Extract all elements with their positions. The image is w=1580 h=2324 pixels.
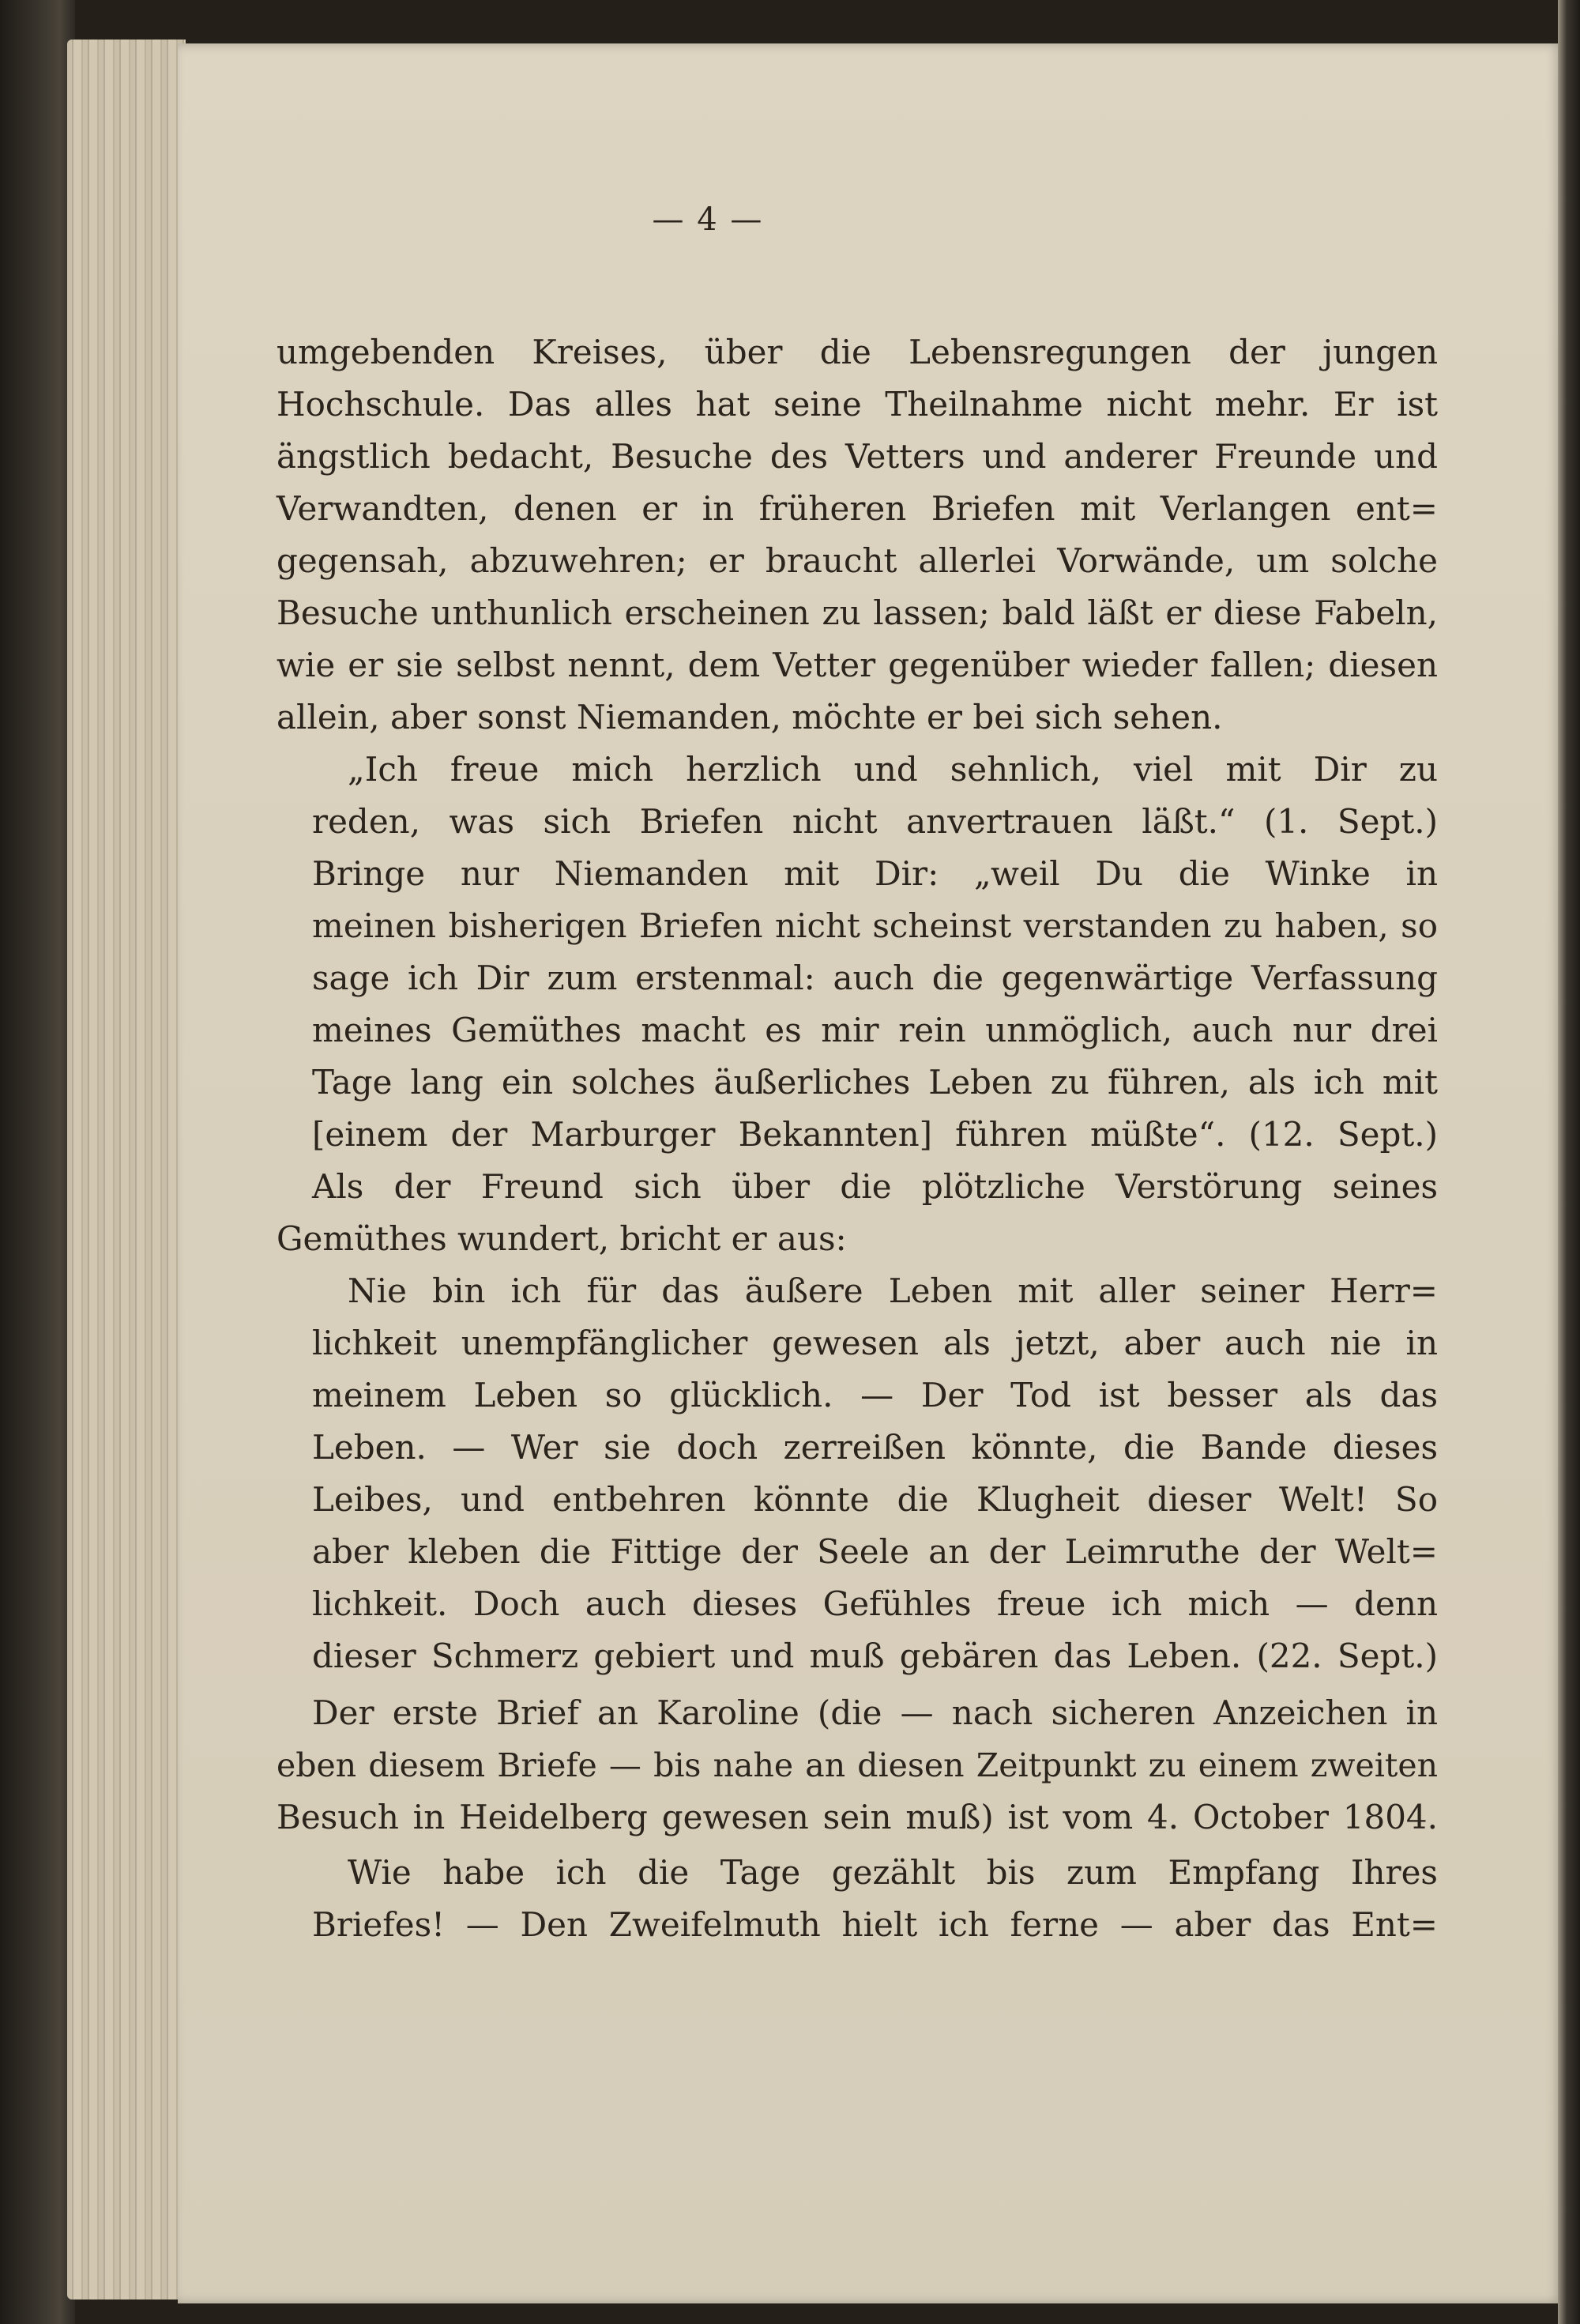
quote-line: meinen bisherigen Briefen nicht scheinst verstanden zu haben, so <box>312 906 1438 945</box>
page-stack-edges <box>67 40 186 2300</box>
text-line: gegensah, abzuwehren; er braucht allerlei Vorwände, um solche <box>276 541 1438 580</box>
text-line: ängstlich bedacht, Besuche des Vetters und anderer Freunde und <box>276 437 1438 476</box>
book-cover-edge-right <box>1558 0 1580 2324</box>
quote-line: reden, was sich Briefen nicht anvertrauen läßt.“ (1. Sept.) <box>312 802 1438 841</box>
quote-line: [einem der Marburger Bekannten] führen müßte“. (12. Sept.) <box>312 1115 1438 1154</box>
quote-line: lichkeit unempfänglicher gewesen als jetzt, aber auch nie in <box>312 1324 1438 1362</box>
text-line: eben diesem Briefe — bis nahe an diesen Zeitpunkt zu einem zweiten <box>276 1746 1438 1784</box>
text-line: wie er sie selbst nennt, dem Vetter gegenüber wieder fallen; diesen <box>276 646 1438 684</box>
quote-line: „Ich freue mich herzlich und sehnlich, viel mit Dir zu <box>348 750 1438 789</box>
quote-line: sage ich Dir zum erstenmal: auch die gegenwärtige Verfassung <box>312 959 1438 997</box>
text-line: Besuche unthunlich erscheinen zu lassen; bald läßt er diese Fabeln, <box>276 593 1438 632</box>
quote-line: aber kleben die Fittige der Seele an der Leimruthe der Welt= <box>312 1532 1438 1571</box>
quote-line: meinem Leben so glücklich. — Der Tod ist besser als das <box>312 1376 1438 1414</box>
text-line: Als der Freund sich über die plötzliche Verstörung seines <box>312 1167 1438 1206</box>
quote-line: Nie bin ich für das äußere Leben mit aller seiner Herr= <box>348 1271 1438 1310</box>
text-line: umgebenden Kreises, über die Lebensregungen der jungen <box>276 333 1438 371</box>
text-line: Gemüthes wundert, bricht er aus: <box>276 1219 847 1258</box>
text-line: Verwandten, denen er in früheren Briefen mit Verlangen ent= <box>276 489 1438 528</box>
page-number: — 4 — <box>652 202 764 238</box>
book-cover-edge-left <box>0 0 75 2324</box>
quote-line: Bringe nur Niemanden mit Dir: „weil Du die Winke in <box>312 854 1438 893</box>
quote-line: meines Gemüthes macht es mir rein unmöglich, auch nur drei <box>312 1011 1438 1049</box>
text-line: Der erste Brief an Karoline (die — nach sicheren Anzeichen in <box>312 1693 1438 1732</box>
quote-line: Wie habe ich die Tage gezählt bis zum Empfang Ihres <box>348 1853 1438 1892</box>
text-line: Hochschule. Das alles hat seine Theilnahme nicht mehr. Er ist <box>276 385 1438 424</box>
quote-line: dieser Schmerz gebiert und muß gebären das Leben. (22. Sept.) <box>312 1637 1438 1675</box>
text-line: Besuch in Heidelberg gewesen sein muß) ist vom 4. October 1804. <box>276 1798 1438 1836</box>
quote-line: Leben. — Wer sie doch zerreißen könnte, die Bande dieses <box>312 1428 1438 1467</box>
quote-line: Leibes, und entbehren könnte die Klugheit dieser Welt! So <box>312 1480 1438 1519</box>
quote-line: Briefes! — Den Zweifelmuth hielt ich ferne — aber das Ent= <box>312 1905 1438 1944</box>
text-line: allein, aber sonst Niemanden, möchte er bei sich sehen. <box>276 698 1223 736</box>
quote-line: Tage lang ein solches äußerliches Leben zu führen, als ich mit <box>312 1063 1438 1102</box>
quote-line: lichkeit. Doch auch dieses Gefühles freue ich mich — denn <box>312 1584 1438 1623</box>
